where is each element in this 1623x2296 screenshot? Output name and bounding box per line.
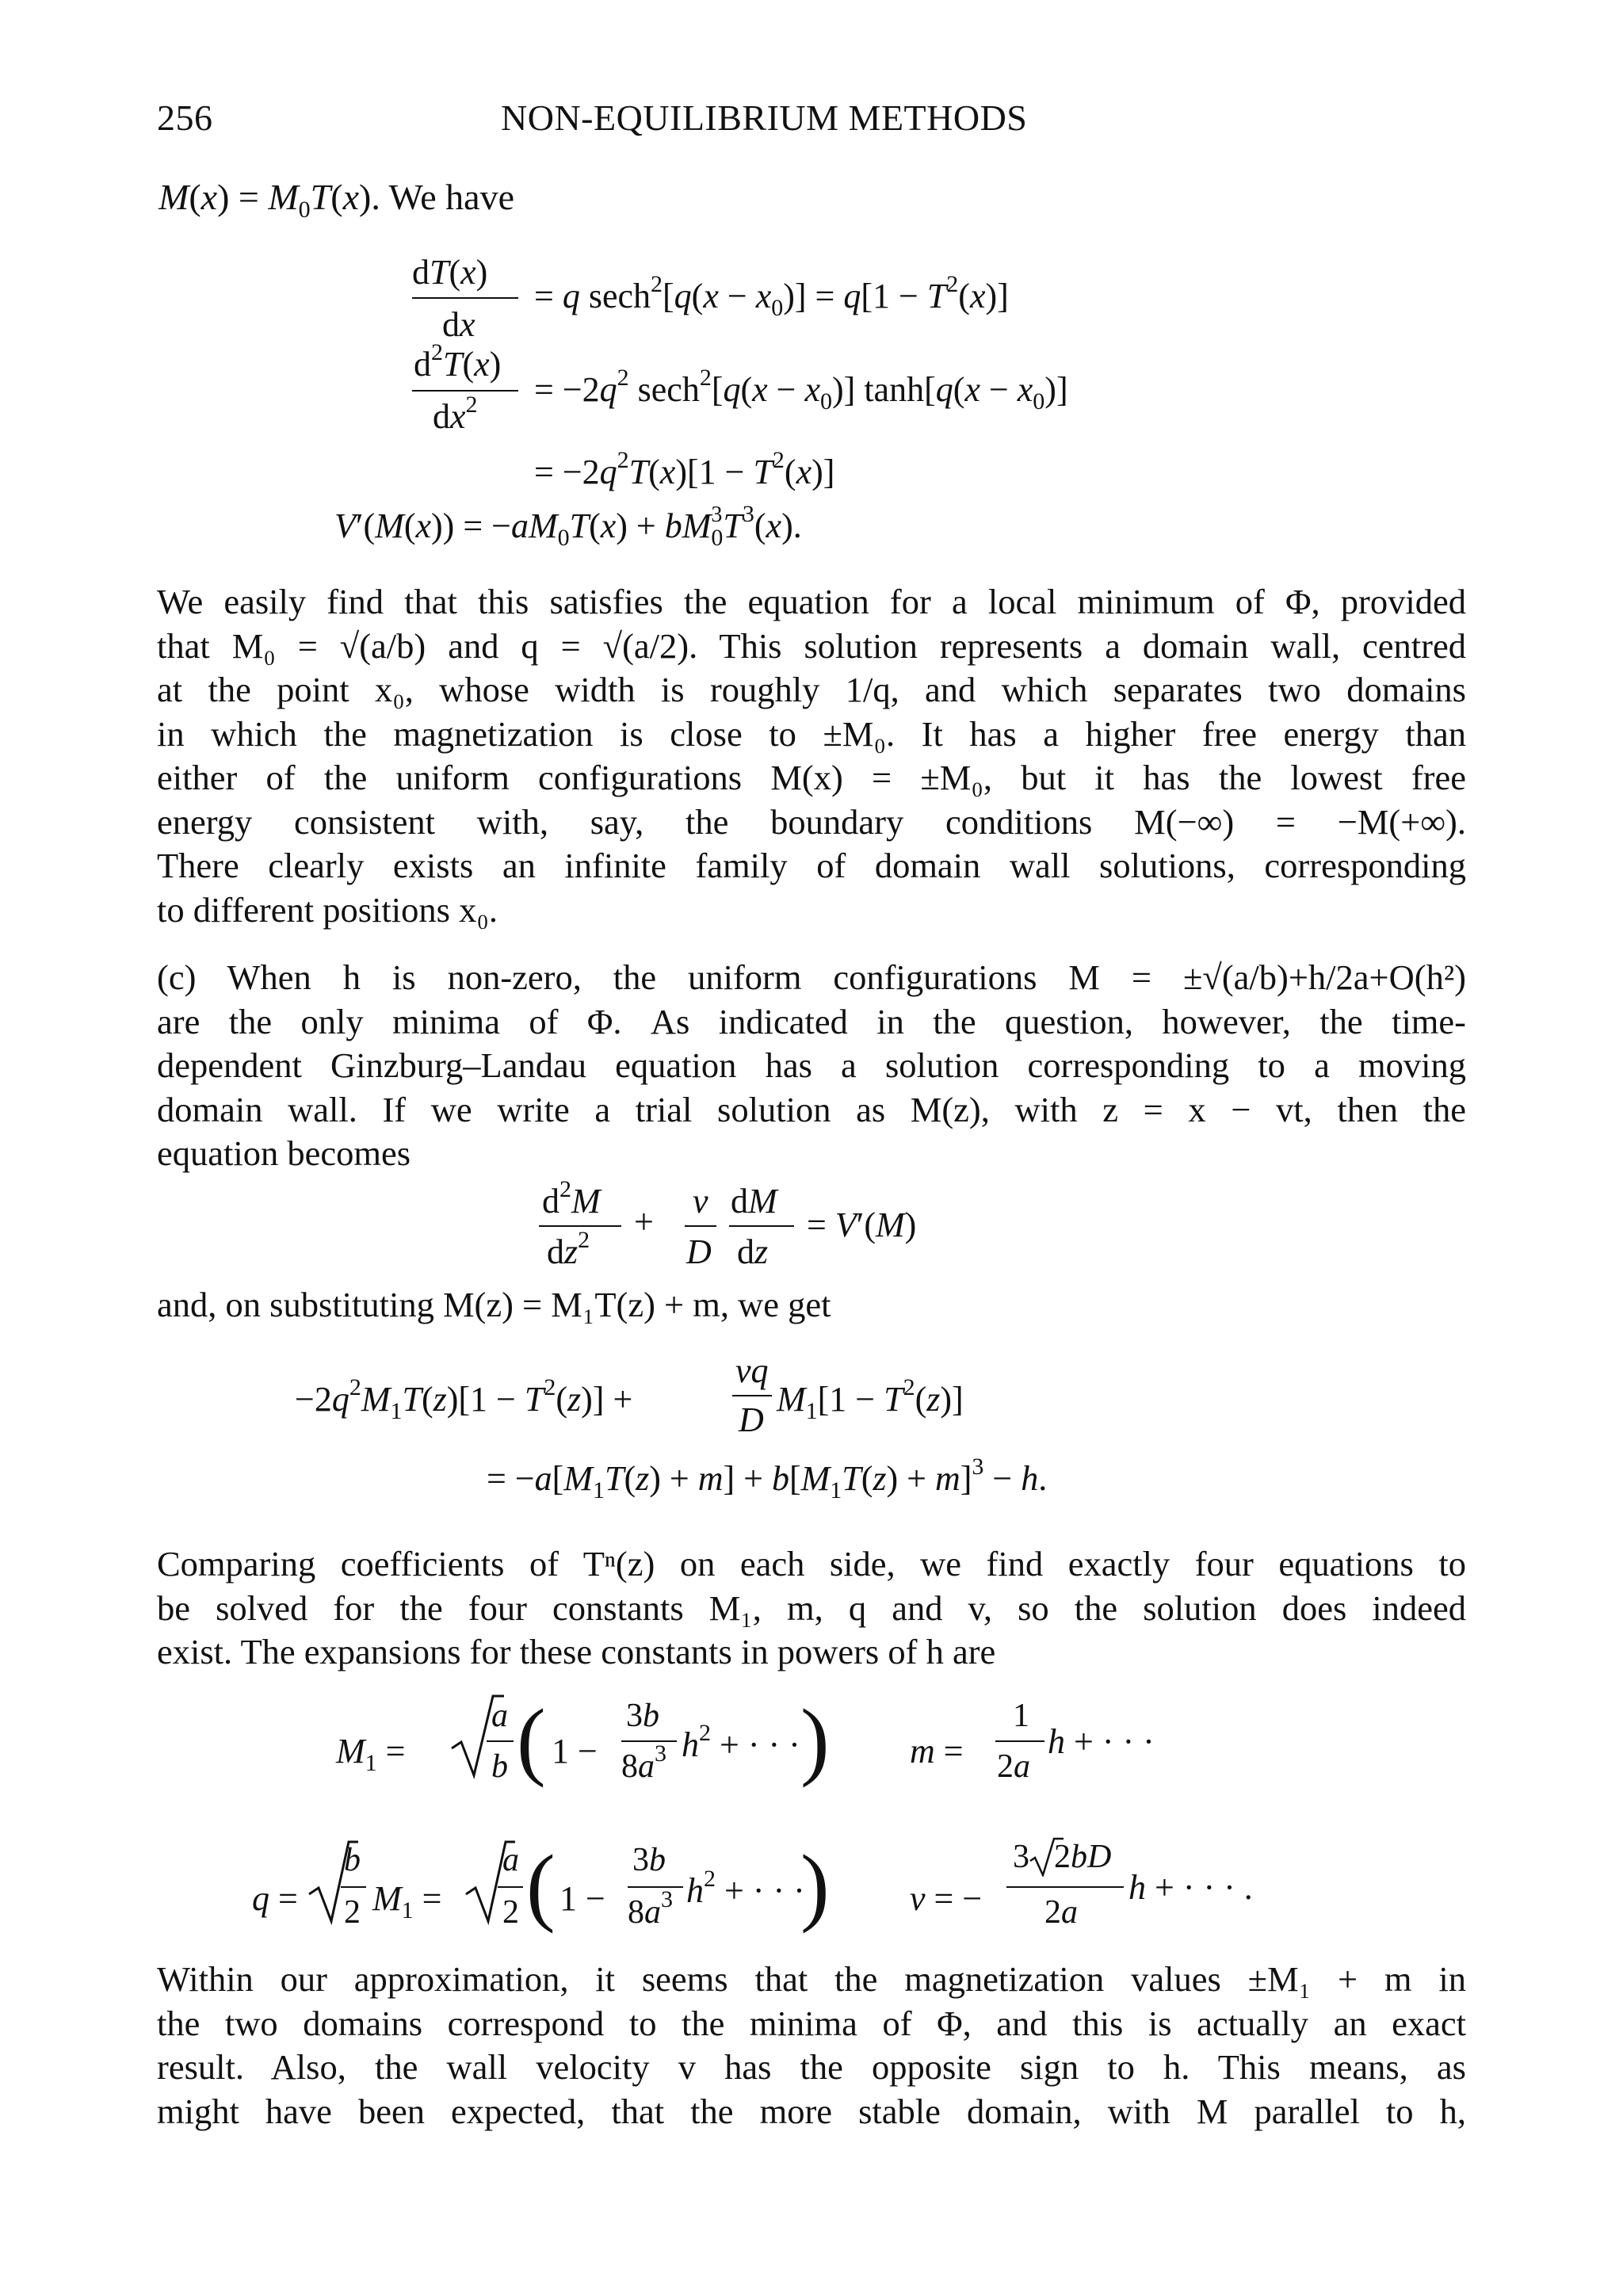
running-title: NON-EQUILIBRIUM METHODS [501,97,1028,138]
intro-line: $M(x) = M_0T(x)$. We have [158,177,514,223]
eq-Vprime: $V'(M(x)) = -aM_0T(x) + bM^3_0T^3(x)$. [334,501,802,551]
eq-q-tail: $h^2$ + · · · [686,1866,805,1910]
eq-v-num2: 2bD [1054,1839,1112,1875]
eq-dz-den: dz [737,1232,769,1271]
eq-q-a2-rule [498,1886,523,1888]
eq-q-2: 2 [344,1894,361,1931]
paragraph-coefficients [157,1542,1466,1675]
para1-line: energy consistent with, say, the boundary conditions M(−∞) = −M(+∞). [157,801,1466,842]
eq-dT-rule [412,297,518,299]
eq-dT-den: dx [442,305,475,344]
para1-line: to different positions x₀. [157,889,498,930]
para1-line: either of the uniform configurations M(x) = ±M₀, but it has the lowest free [157,758,1466,797]
para2-line: dependent Ginzburg–Landau equation has a solution corresponding to a moving [157,1045,1466,1085]
eq-q-2b: 2 [502,1894,519,1931]
eq-q-8a3: $8a^3$ [628,1886,673,1931]
eq-d2M-num: $d^2M$ [542,1176,601,1221]
eq-m-tail: h + · · · [1048,1722,1155,1761]
eq-q-b: b [344,1842,361,1878]
eq-v-rule [1006,1886,1124,1888]
paragraph-domain-wall [157,580,1466,932]
eq-M1-a: a [491,1698,508,1734]
para3-line: exist. The expansions for these constants in powers of h are [157,1632,996,1671]
para4-line: might have been expected, that the more stable domain, with M parallel to h, [157,2091,1466,2131]
eq-v-rule [685,1225,716,1227]
eq-plus: + [634,1202,654,1241]
para4-line: Within our approximation, it seems that the magnetization values ±M₁ + m in [157,1959,1466,1999]
eq-dT-num: dT(x) [412,253,488,292]
eq-vq-rule [732,1395,772,1396]
para1-line: in which the magnetization is close to ±M₀. It has a higher free energy than [157,713,1466,754]
eq-v-2a: 2a [1044,1894,1078,1931]
paragraph-part-c [157,956,1466,1176]
eq-M1-one: 1 − [552,1732,598,1771]
paren-right-q: ) [800,1837,830,1934]
eq-q-M1: $M_1$ = [372,1879,442,1924]
eq-q-a: a [502,1842,519,1878]
paragraph-approximation [157,1958,1466,2134]
eq-M1-8a3: $8a^3$ [621,1740,666,1785]
eq-M1-frac-rule [621,1740,677,1742]
eq-m-one: 1 [1013,1698,1029,1734]
para3-line: be solved for the four constants M₁, m, q and v, so the solution does indeed [157,1587,1466,1628]
eq-q-one: 1 − [559,1879,605,1918]
eq-dM-rule [729,1225,794,1227]
eq-d2T-rhs: = $-2q^2$ $\sec h^2[q(x - x_0)]$ $\tanh[q(x - x_0)]$ [534,365,1068,415]
eq-big-rhs: = $-a[M_1T(z) + m] + b[M_1T(z) + m]^3 - h$. [487,1454,1048,1503]
eq-big-lhs: $-2q^2M_1T(z)[1 - T^2(z)]$ + [295,1374,633,1424]
eq-d2T-den: $dx^2$ [433,392,478,436]
para4-line: result. Also, the wall velocity v has the opposite sign to h. This means, as [157,2047,1466,2087]
para1-line: There clearly exists an infinite family of domain wall solutions, corresponding [157,846,1466,885]
eq-d2T-rhs2: = $-2q^2T(x)[1 - T^2(x)]$ [534,447,835,491]
para2-line: are the only minima of Φ. As indicated in the question, however, the time- [157,1001,1466,1041]
eq-M1-lhs: $M_1$ = [336,1732,406,1776]
eq-vq-num: vq [735,1351,769,1390]
para1-line: We easily find that this satisfies the equation for a local minimum of Φ, provided [157,582,1466,621]
eq-v-tail: h + · · · . [1128,1868,1253,1907]
para2-line: equation becomes [157,1133,411,1173]
eq-v-num: 3 [1013,1839,1029,1875]
para2-line: domain wall. If we write a trial solution as M(z), with z = x − vt, then the [157,1089,1466,1129]
eq-q-frac-rule [628,1886,683,1888]
page-number: 256 [157,97,213,138]
para3-line: Comparing coefficients of Tⁿ(z) on each side, we find exactly four equations to [157,1544,1466,1584]
eq-q-b2-rule [341,1886,366,1888]
paren-left-q: ( [526,1837,556,1934]
eq-m-2a: 2a [997,1748,1030,1785]
intro-text: . We have [371,177,514,217]
eq-d2M-den: $dz^2$ [547,1227,590,1271]
eq-M1-3b: 3b [626,1698,659,1734]
eq-M1-ab-rule [487,1740,514,1742]
paren-right-M1: ) [800,1691,830,1788]
eq-VprimeM: = V′(M) [807,1205,917,1244]
eq-dM-num: dM [731,1182,777,1221]
eq-d2T-num: $d^2T(x)$ [414,339,502,384]
eq-m-lhs: m = [910,1732,964,1771]
para1-line: that M₀ = √(a/b) and q = √(a/2). This solution represents a domain wall, centred [157,625,1466,666]
para4-line: the two domains correspond to the minima of Φ, and this is actually an exact [157,2003,1466,2043]
eq-big-lhs2: $M_1[1 - T^2(z)]$ [777,1374,964,1424]
eq-v-num: v [693,1182,708,1221]
paren-left-M1: ( [517,1691,546,1788]
eq-q-lhs: q = [252,1879,298,1918]
eq-q-3b: 3b [632,1842,666,1878]
substitution-line: and, on substituting M(z) = M₁T(z) + m, we get [157,1285,831,1324]
eq-vq-den: D [739,1400,764,1439]
para1-line: at the point x₀, whose width is roughly 1/q, and which separates two domains [157,670,1466,709]
eq-m-rule [995,1740,1044,1742]
eq-D-den: D [686,1232,712,1271]
para2-line: (c) When h is non-zero, the uniform configurations M = ±√(a/b)+h/2a+O(h²) [157,957,1466,997]
eq-M1-tail: $h^2$ + · · · [682,1720,800,1764]
eq-v-lhs: v = − [910,1879,983,1918]
eq-dT-rhs: = q $\sec h^2[q(x - x_0)] = q[1 - T^2(x)]$ [534,271,1009,321]
eq-M1-b: b [491,1748,508,1785]
